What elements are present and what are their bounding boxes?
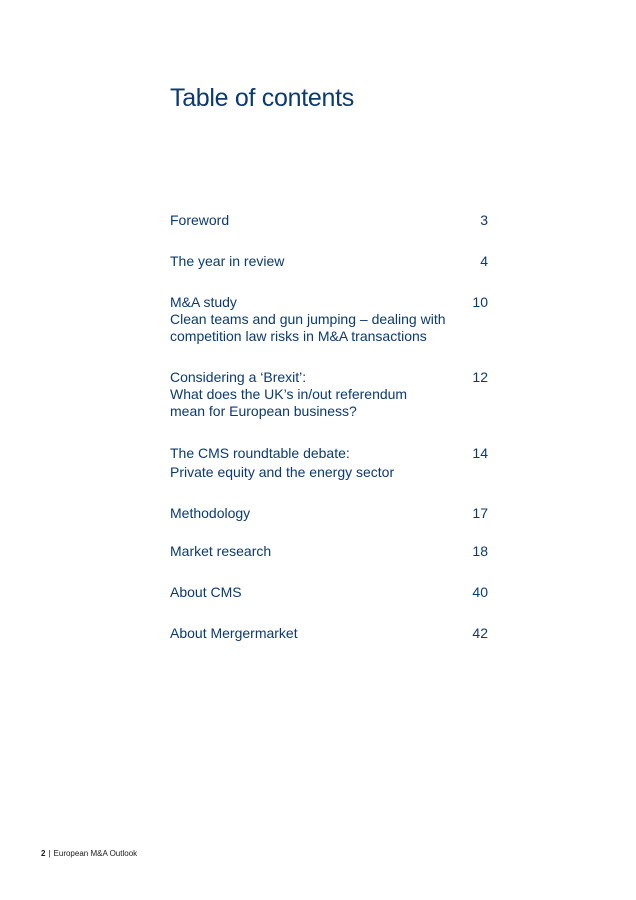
footer-separator: |: [48, 849, 51, 858]
toc-page-number: 3: [480, 212, 488, 228]
toc-page-number: 10: [472, 294, 488, 310]
toc-entry-title: Methodology: [170, 505, 251, 521]
toc-entry-title: The year in review: [170, 253, 285, 269]
toc-page-number: 12: [472, 369, 488, 385]
toc-entry-about-cms[interactable]: [170, 584, 488, 601]
toc-entry-title: Market research: [170, 543, 272, 559]
page-title: Table of contents: [170, 84, 354, 112]
toc-page-number: 18: [472, 543, 488, 559]
toc-entry-title: M&A study Clean teams and gun jumping – dealing with competition law risks in M&A transactions: [170, 294, 446, 344]
toc-page-number: 14: [472, 445, 488, 461]
toc-entry-brexit[interactable]: [170, 369, 488, 420]
footer-page-number: 2: [41, 849, 46, 858]
toc-entry-title: About CMS: [170, 584, 242, 600]
toc-entry-year-in-review[interactable]: [170, 253, 488, 270]
toc-entry-market-research[interactable]: [170, 543, 488, 560]
toc-entry-methodology[interactable]: [170, 505, 488, 522]
toc-entry-title: About Mergermarket: [170, 625, 298, 641]
toc-entry-roundtable-debate[interactable]: [170, 445, 488, 481]
table-of-contents: [170, 0, 488, 700]
toc-entry-title: Foreword: [170, 212, 230, 228]
page-footer: [41, 849, 137, 858]
footer-publication-title: European M&A Outlook: [53, 849, 138, 858]
toc-entry-about-mergermarket[interactable]: [170, 625, 488, 642]
toc-page-number: 40: [472, 584, 488, 600]
toc-entry-foreword[interactable]: [170, 212, 488, 229]
toc-page-number: 42: [472, 625, 488, 641]
toc-page-number: 17: [472, 505, 488, 521]
toc-entry-title: The CMS roundtable debate: Private equity and the energy sector: [170, 445, 395, 480]
toc-entry-title: Considering a ‘Brexit’: What does the UK’s in/out referendum mean for European business?: [170, 369, 408, 419]
toc-entry-ma-study[interactable]: [170, 294, 488, 345]
toc-page-number: 4: [480, 253, 488, 269]
